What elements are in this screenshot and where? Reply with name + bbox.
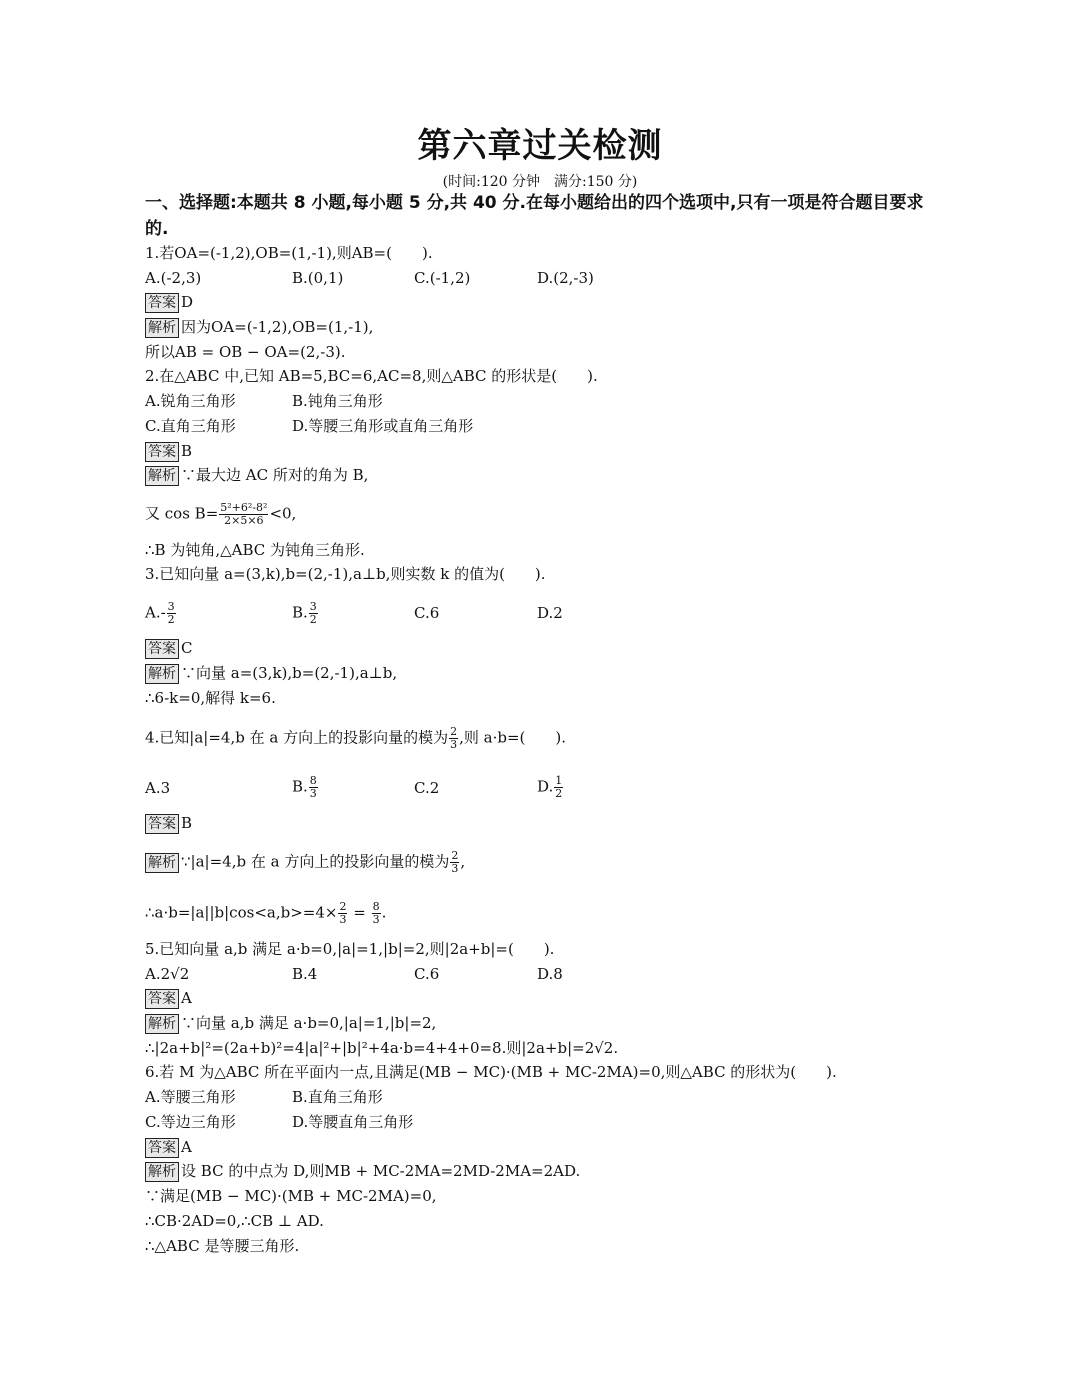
q2-option-a: A.锐角三角形 <box>145 392 236 410</box>
q4-analysis-line-2: ∴a·b=|a||b|cos<a,b>=4× $\frac{2}{3}$ = $\frac{8}{3}$ . <box>145 900 387 926</box>
q6-analysis-line-3: ∴CB·2AD=0,∴CB ⊥ AD. <box>145 1212 324 1230</box>
answer-label: 答案 <box>145 1138 179 1158</box>
analysis-label: 解析 <box>145 1162 179 1182</box>
cos-expr: 又 cos B= <box>145 504 219 523</box>
q5-analysis-line-1 <box>145 1013 436 1034</box>
question-1-stem: 1.若OA=(-1,2),OB=(1,-1),则AB=( ). <box>145 244 433 262</box>
q2-option-d: D.等腰三角形或直角三角形 <box>292 417 474 435</box>
q2-answer-line <box>145 441 192 462</box>
page-subtitle: (时间:120 分钟 满分:150 分) <box>442 174 638 190</box>
analysis-label: 解析 <box>145 318 179 338</box>
q1-analysis-line-2: 所以AB = OB − OA=(2,-3). <box>145 343 346 361</box>
analysis-label: 解析 <box>145 466 179 486</box>
q3-answer-line <box>145 638 192 659</box>
q4-option-d: D. $\frac{1}{2}$ <box>537 774 563 800</box>
q2-option-b: B.钝角三角形 <box>292 392 383 410</box>
analysis-label: 解析 <box>145 664 179 684</box>
answer-label: 答案 <box>145 989 179 1009</box>
q2-analysis-text: ∵最大边 AC 所对的角为 B, <box>181 466 369 484</box>
analysis-label: 解析 <box>145 853 179 873</box>
q3-option-c: C.6 <box>414 604 440 622</box>
q1-option-b: B.(0,1) <box>292 269 344 287</box>
question-4-stem: 4.已知|a|=4,b 在 a 方向上的投影向量的模为 $\frac{2}{3}$ ,则 a·b=( ). <box>145 725 566 751</box>
q1-answer-line <box>145 292 193 313</box>
q6-option-b: B.直角三角形 <box>292 1088 383 1106</box>
q2-analysis-line-1 <box>145 465 368 486</box>
q5-answer: A <box>181 989 192 1007</box>
q5-option-d: D.8 <box>537 965 563 983</box>
cos-fraction: $\frac{\text{5²+6²-8²}}{2\times 5\times 6}$ <box>220 501 268 527</box>
q6-option-a: A.等腰三角形 <box>145 1088 236 1106</box>
q5-answer-line <box>145 988 192 1009</box>
q5-analysis-text: ∵向量 a,b 满足 a·b=0,|a|=1,|b|=2, <box>181 1014 437 1032</box>
q4-option-b: B. $\frac{8}{3}$ <box>292 774 317 800</box>
q2-option-c: C.直角三角形 <box>145 417 236 435</box>
answer-label: 答案 <box>145 293 179 313</box>
q6-analysis-line-1 <box>145 1161 580 1182</box>
q6-analysis-text: 设 BC 的中点为 D,则MB + MC-2MA=2MD-2MA=2AD. <box>181 1162 581 1180</box>
q5-analysis-line-2: ∴|2a+b|²=(2a+b)²=4|a|²+|b|²+4a·b=4+4+0=8.则|2a+b|=2√2. <box>145 1039 619 1057</box>
q1-analysis-line-1 <box>145 317 373 338</box>
question-6-stem: 6.若 M 为△ABC 所在平面内一点,且满足(MB − MC)·(MB + MC-2MA)=0,则△ABC 的形状为( ). <box>145 1063 837 1081</box>
q4-option-c: C.2 <box>414 779 440 797</box>
answer-label: 答案 <box>145 814 179 834</box>
q2-analysis-line-2 <box>145 502 296 527</box>
section-heading: 一、选择题:本题共 8 小题,每小题 5 分,共 40 分.在每小题给出的四个选项中,只有一项是符合题目要求的. <box>145 193 924 239</box>
q4-option-a: A.3 <box>145 779 171 797</box>
q3-answer: C <box>181 639 193 657</box>
q6-analysis-line-4: ∴△ABC 是等腰三角形. <box>145 1237 300 1255</box>
q5-option-a: A.2√2 <box>145 965 190 983</box>
q5-option-b: B.4 <box>292 965 318 983</box>
q5-option-c: C.6 <box>414 965 440 983</box>
question-3-stem: 3.已知向量 a=(3,k),b=(2,-1),a⊥b,则实数 k 的值为( ). <box>145 565 546 583</box>
q3-option-a: A.- $\frac{3}{2}$ <box>145 600 175 626</box>
q1-option-c: C.(-1,2) <box>414 269 471 287</box>
cos-result: <0, <box>269 504 297 523</box>
answer-label: 答案 <box>145 442 179 462</box>
q3-option-b: B. $\frac{3}{2}$ <box>292 600 317 626</box>
q4-analysis-line-1: 解析 ∵|a|=4,b 在 a 方向上的投影向量的模为 $\frac{2}{3}$ , <box>145 850 465 875</box>
answer-label: 答案 <box>145 639 179 659</box>
q2-answer: B <box>181 442 193 460</box>
q6-option-d: D.等腰直角三角形 <box>292 1113 414 1131</box>
q4-answer: B <box>181 814 193 832</box>
q1-analysis-text: 因为OA=(-1,2),OB=(1,-1), <box>181 318 374 336</box>
q3-option-d: D.2 <box>537 604 563 622</box>
q6-analysis-line-2: ∵满足(MB − MC)·(MB + MC-2MA)=0, <box>145 1187 437 1205</box>
q1-option-d: D.(2,-3) <box>537 269 594 287</box>
question-5-stem: 5.已知向量 a,b 满足 a·b=0,|a|=1,|b|=2,则|2a+b|=( ). <box>145 940 555 958</box>
q3-analysis-line-2: ∴6-k=0,解得 k=6. <box>145 689 276 707</box>
page-title: 第六章过关检测 <box>417 126 663 166</box>
q3-analysis-text: ∵向量 a=(3,k),b=(2,-1),a⊥b, <box>181 664 398 682</box>
q6-answer-line <box>145 1137 192 1158</box>
question-2-stem: 2.在△ABC 中,已知 AB=5,BC=6,AC=8,则△ABC 的形状是( ). <box>145 367 598 385</box>
q6-answer: A <box>181 1138 192 1156</box>
q3-analysis-line-1 <box>145 663 397 684</box>
q1-answer: D <box>181 293 194 311</box>
q6-option-c: C.等边三角形 <box>145 1113 236 1131</box>
q2-analysis-line-3: ∴B 为钝角,△ABC 为钝角三角形. <box>145 541 365 559</box>
q4-answer-line <box>145 813 192 834</box>
q1-option-a: A.(-2,3) <box>145 269 202 287</box>
analysis-label: 解析 <box>145 1014 179 1034</box>
